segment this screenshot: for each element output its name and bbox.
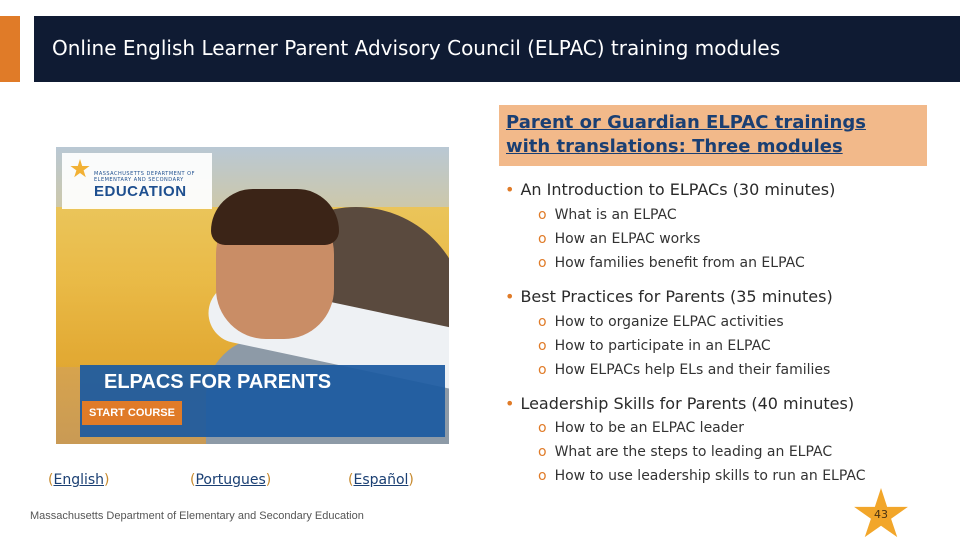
module-title: • Leadership Skills for Parents (40 minutes) [505, 394, 855, 413]
accent-bar [0, 16, 20, 82]
module-item: o How families benefit from an ELPAC [538, 255, 805, 271]
heading-line: with translations: Three modules [506, 136, 843, 157]
module-item: o How to participate in an ELPAC [538, 338, 771, 354]
module-item: o How ELPACs help ELs and their families [538, 362, 831, 378]
module-item: o How to use leadership skills to run an ELPAC [538, 468, 866, 484]
slide-title: Online English Learner Parent Advisory Council (ELPAC) training modules [52, 36, 781, 60]
course-promo-image[interactable] [56, 147, 449, 444]
english-link[interactable]: (English) [48, 472, 110, 488]
module-title: • Best Practices for Parents (35 minutes) [505, 287, 833, 306]
footer-text: Massachusetts Department of Elementary and Secondary Education [30, 510, 364, 522]
module-item: o What is an ELPAC [538, 207, 677, 223]
portugues-link[interactable]: (Portugues) [190, 472, 272, 488]
module-item: o What are the steps to leading an ELPAC [538, 444, 833, 460]
child-hair [211, 189, 339, 245]
logo-title: EDUCATION [94, 183, 187, 200]
banner-title: ELPACS FOR PARENTS [104, 371, 332, 393]
module-item: o How an ELPAC works [538, 231, 701, 247]
module-item: o How to be an ELPAC leader [538, 420, 745, 436]
logo-subtitle: MASSACHUSETTS DEPARTMENT OF ELEMENTARY AND SECONDARY [94, 171, 195, 183]
start-course-button[interactable]: START COURSE [82, 401, 182, 425]
espanol-link[interactable]: (Español) [348, 472, 414, 488]
page-number: 43 [874, 508, 888, 521]
module-item: o How to organize ELPAC activities [538, 314, 784, 330]
trainings-heading-link[interactable] [499, 105, 927, 166]
module-title: • An Introduction to ELPACs (30 minutes) [505, 180, 836, 199]
heading-line: Parent or Guardian ELPAC trainings [506, 112, 866, 133]
